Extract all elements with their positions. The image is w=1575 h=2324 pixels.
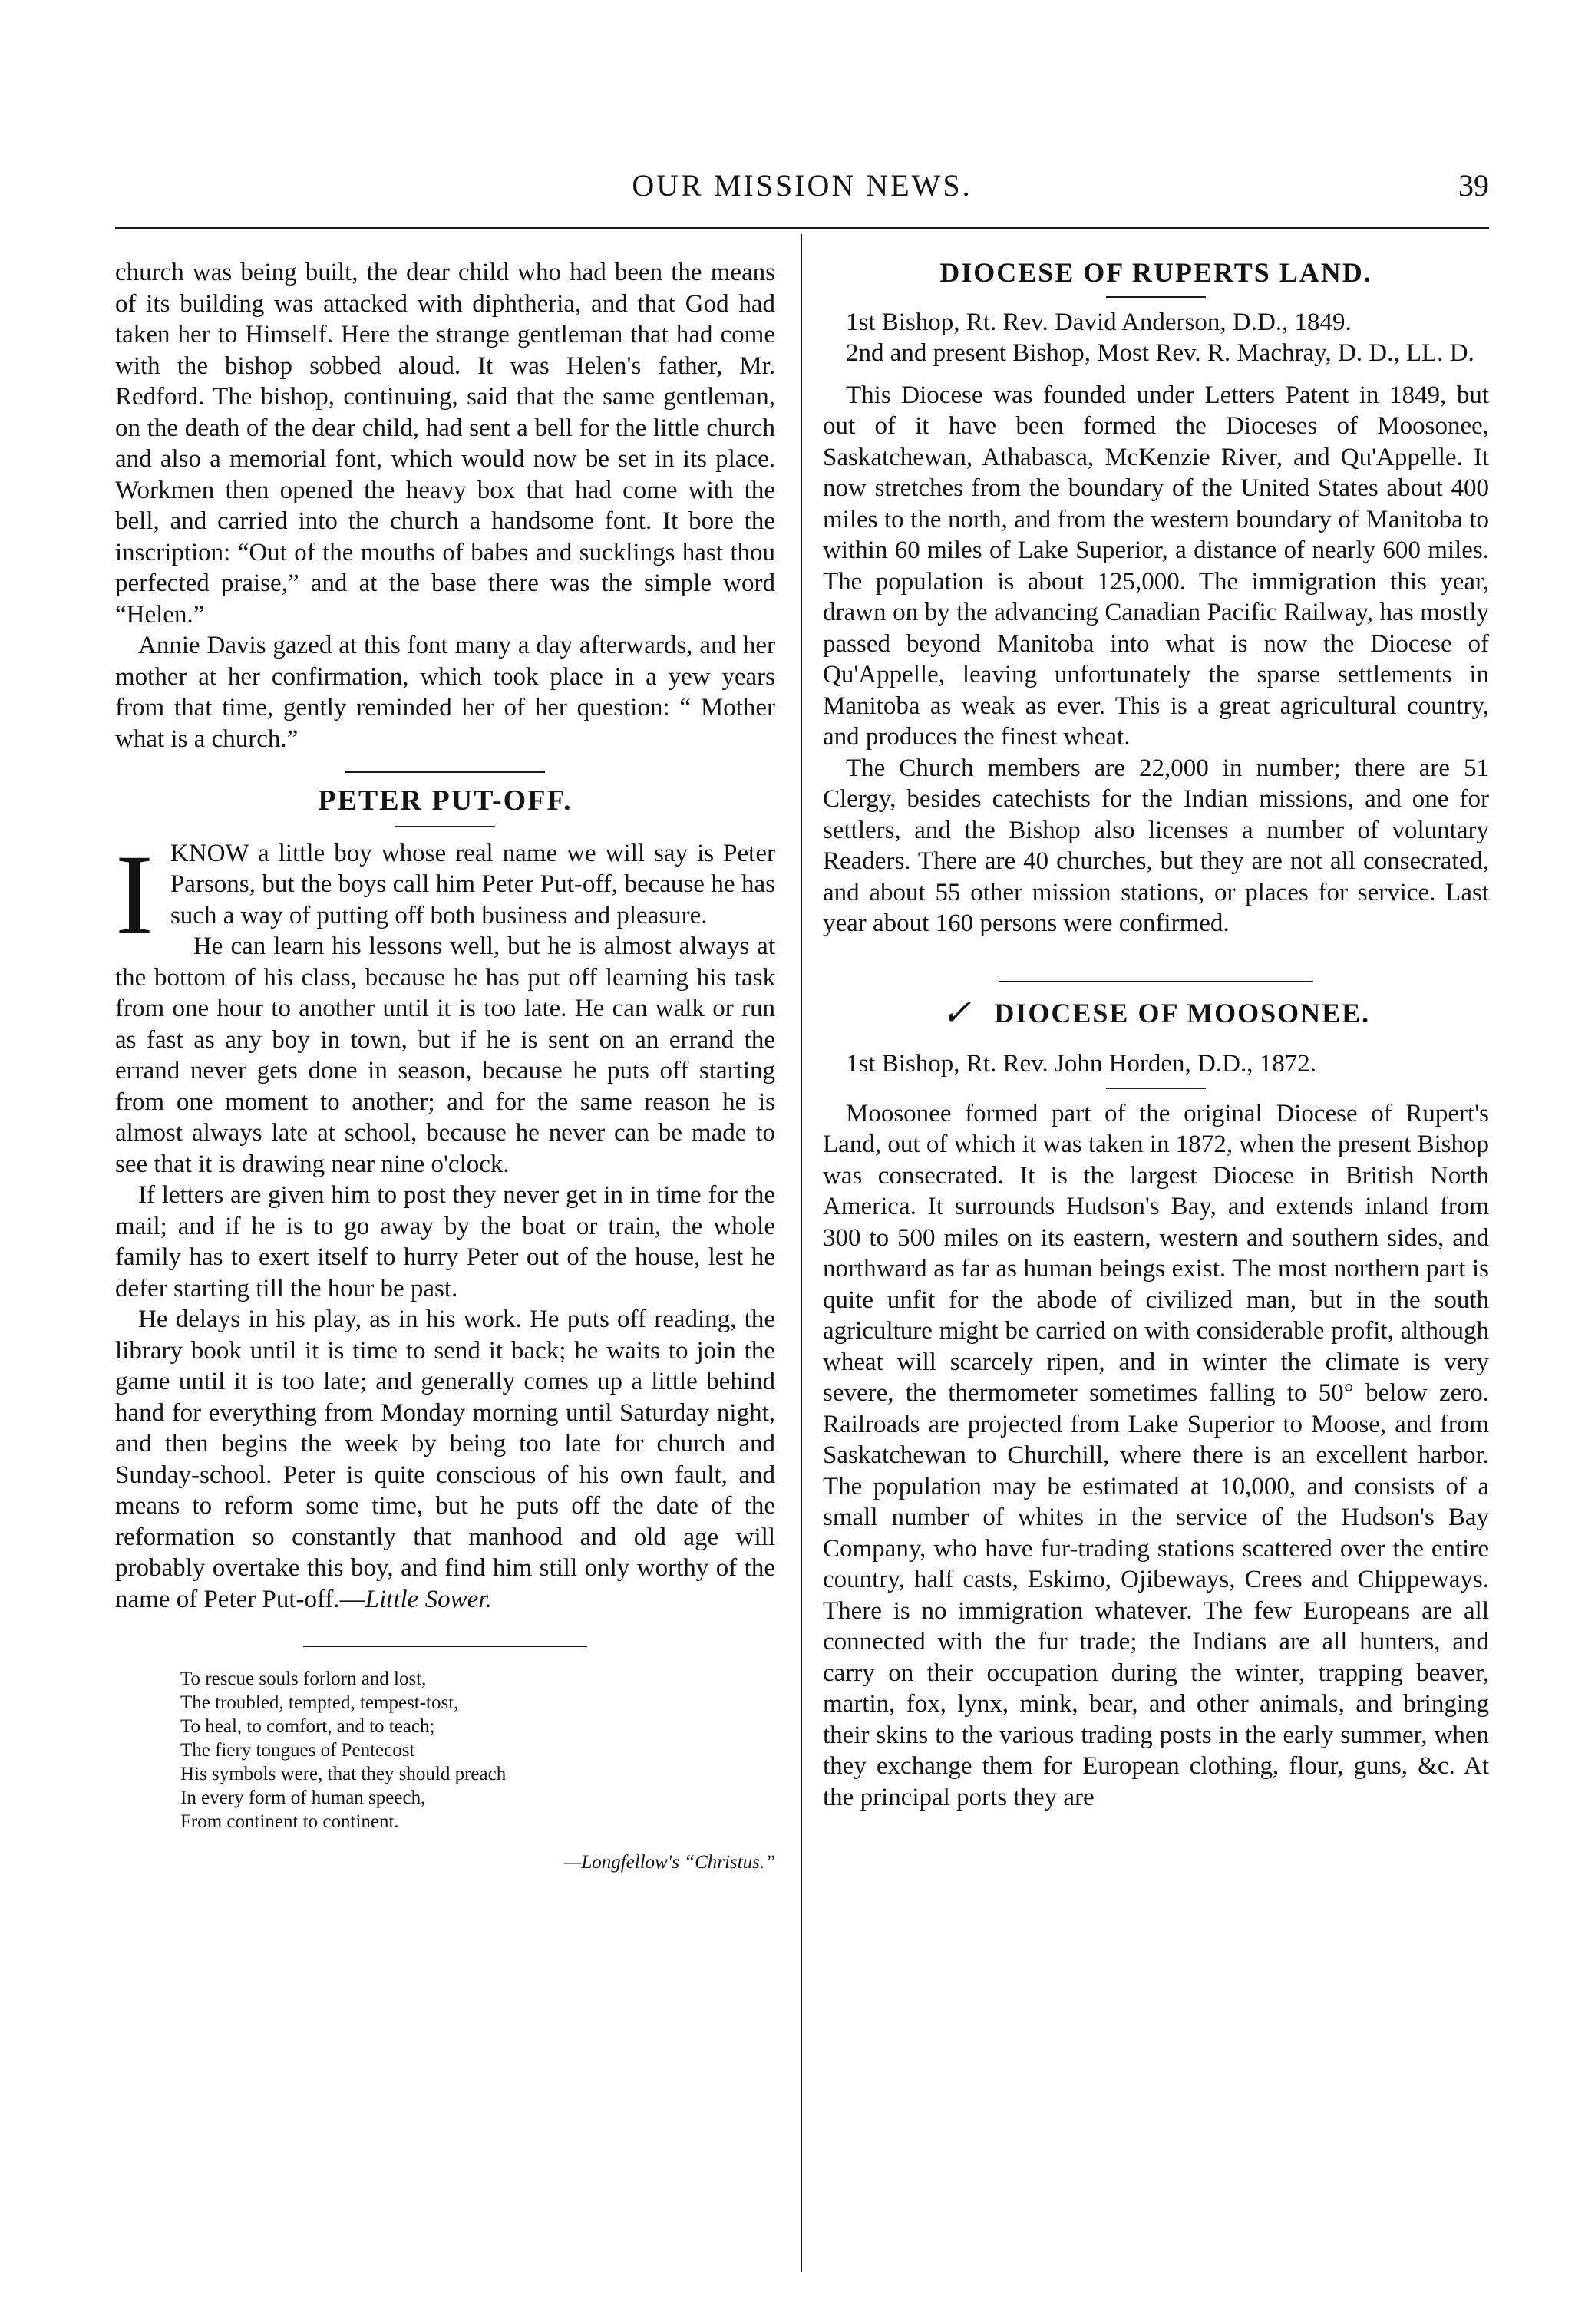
- section-rule: [345, 771, 545, 773]
- page-number: 39: [1458, 168, 1489, 203]
- right-column: [823, 257, 1489, 1813]
- section-rule: [999, 981, 1313, 982]
- check-mark-icon: ✓: [941, 992, 972, 1032]
- column-divider: [801, 234, 802, 2272]
- moosonee-heading: [823, 992, 1489, 1032]
- rupert-bishop-1: 1st Bishop, Rt. Rev. David Anderson, D.D., 1849.: [846, 308, 1352, 336]
- story-paragraph-3: If letters are given him to post they never get in in time for the mail; and if he is to go away by the boat or train, the whole family has to exert itself to hurry Peter out of the house, lest he defer starting till the hour be past.: [115, 1181, 775, 1302]
- story-source: Little Sower.: [365, 1585, 492, 1613]
- annie-paragraph: Annie Davis gazed at this font many a day afterwards, and her mother at her confirmation, which took place in a yew years from that time, gently reminded her of her question: “ Mother what is a church.”: [115, 632, 775, 753]
- poem-line: To heal, to comfort, and to teach;: [180, 1716, 435, 1737]
- title-rule: [395, 826, 495, 827]
- poem-line: In every form of human speech,: [180, 1788, 426, 1808]
- story-paragraph-4: He delays in his play, as in his work. He puts off reading, the library book until it is time to send it back; he waits to join the game until it is too late; and generally comes up a little behind hand for everything from Monday morning until Saturday night, and then begins the week by being too late for church and Sunday-school. Peter is quite conscious of his own fault, and means to reform some time, but he puts off the date of the reformation so constantly that manhood and old age will probably overtake this boy, and find him still only worthy of the name of Peter Put-off.—Little Sower.: [115, 1306, 775, 1613]
- rupert-paragraph-1: This Diocese was founded under Letters Patent in 1849, but out of it have been formed the Dioceses of Moosonee, Saskatchewan, Athabasca, McKenzie River, and Qu'Appelle. It now stretches from the boundary of the United States about 400 miles to the north, and from the western boundary of Manitoba to within 60 miles of Lake Superior, a distance of nearly 600 miles. The population is about 125,000. The immigration this year, drawn on by the advancing Canadian Pacific Railway, has mostly passed beyond Manitoba into what is now the Diocese of Qu'Appelle, leaving unfortunately the sparse settlements in Manitoba as weak as ever. This is a great agricultural country, and produces the finest wheat.: [823, 381, 1489, 751]
- story-paragraph-1: IKNOW a little boy whose real name we will say is Peter Parsons, but the boys call him Peter Put-off, because he has such a way of putting off both business and pleasure.: [115, 830, 775, 959]
- rupert-bishop-2: 2nd and present Bishop, Most Rev. R. Machray, D. D., LL. D.: [846, 339, 1474, 367]
- page-header: [115, 167, 1489, 206]
- poem-line: From continent to continent.: [180, 1811, 399, 1832]
- running-title: OUR MISSION NEWS.: [632, 168, 972, 203]
- moosonee-bishop: 1st Bishop, Rt. Rev. John Horden, D.D., 1872.: [846, 1050, 1316, 1078]
- story-title: PETER PUT-OFF.: [318, 784, 573, 817]
- header-rule: [115, 227, 1489, 229]
- drop-cap: I: [115, 830, 154, 959]
- rupert-diocese-title: DIOCESE OF RUPERTS LAND.: [939, 257, 1372, 288]
- title-rule: [1106, 296, 1206, 298]
- moosonee-paragraph-1: Moosonee formed part of the original Diocese of Rupert's Land, out of which it was taken in 1872, when the present Bishop was consecrated. It is the largest Diocese in British North America. It surrounds Hudson's Bay, and extends inland from 300 to 500 miles on its eastern, western and southern sides, and northward as far as human beings exist. The most northern part is quite unfit for the abode of civilized man, but in the south agriculture might be carried on with considerable profit, although wheat will scarcely ripen, and in winter the climate is very severe, the thermometer sometimes falling to 50° below zero. Railroads are projected from Lake Superior to Moose, and from Saskatchewan to Churchill, where there is an excellent harbor. The population may be estimated at 10,000, and consists of a small number of whites in the service of the Hudson's Bay Company, who have fur-trading stations scattered over the entire country, half casts, Eskimo, Ojibeways, Crees and Chippeways. There is no immigration whatever. The few Europeans are all connected with the fur trade; the Indians are all hunters, and carry on their occupation during the winter, trapping beaver, martin, fox, lynx, mink, bear, and other animals, and bringing their skins to the various trading posts in the early summer, when they exchange them for European clothing, flour, guns, &c. At the principal ports they are: [823, 1099, 1489, 1811]
- story-paragraph-2: He can learn his lessons well, but he is almost always at the bottom of his class, because he has put off learning his task from one hour to another until it is too late. He can walk or run as fast as any boy in town, but if he is sent on an errand the errand never gets done in season, because he puts off starting from one moment to another; and for the same reason he is almost always late at school, because he never can be made to see that it is drawing near nine o'clock.: [115, 933, 775, 1178]
- poem-line: The troubled, tempted, tempest-tost,: [180, 1692, 459, 1713]
- moosonee-diocese-title: DIOCESE OF MOOSONEE.: [994, 997, 1371, 1028]
- poem-line: His symbols were, that they should preach: [180, 1764, 507, 1784]
- poem-rule: [303, 1646, 587, 1647]
- poem-attribution: —Longfellow's “Christus.”: [564, 1852, 775, 1873]
- poem-line: To rescue souls forlorn and lost,: [180, 1669, 427, 1689]
- title-rule: [1106, 1088, 1206, 1089]
- story-continuation: church was being built, the dear child who had been the means of its building was attacked with diphtheria, and that God had taken her to Himself. Here the strange gentleman that had come with the bishop sobbed aloud. It was Helen's father, Mr. Redford. The bishop, continuing, said that the same gentleman, on the death of the dear child, had sent a bell for the little church and also a memorial font, which would now be set in its place. Workmen then opened the heavy box that had come with the bell, and carried into the church a handsome font. It bore the inscription: “Out of the mouths of babes and sucklings hast thou perfected praise,” and at the base there was the simple word “Helen.”: [115, 259, 775, 629]
- left-column: [115, 257, 775, 1879]
- poem-line: The fiery tongues of Pentecost: [180, 1740, 415, 1761]
- rupert-paragraph-2: The Church members are 22,000 in number; there are 51 Clergy, besides catechists for the Indian missions, and one for settlers, and the Bishop also licenses a number of voluntary Readers. There are 40 churches, but they are not all consecrated, and about 55 other mission stations, or places for service. Last year about 160 persons were confirmed.: [823, 754, 1489, 937]
- poem: [115, 1667, 775, 1834]
